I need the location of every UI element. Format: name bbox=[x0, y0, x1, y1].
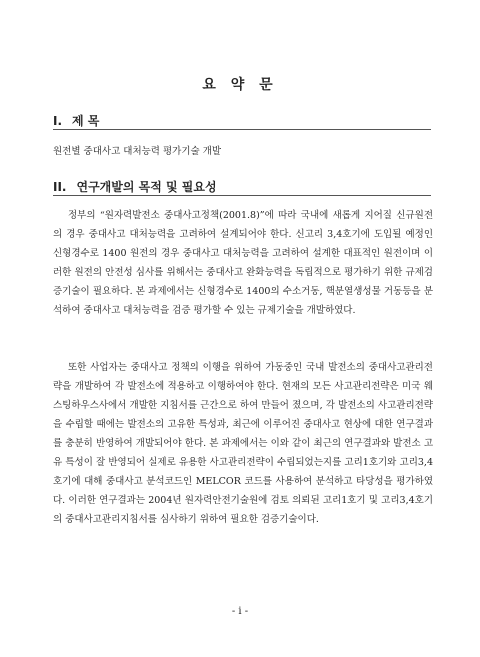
body-paragraph: 정부의 “원자력발전소 중대사고정책(2001.8)”에 따라 국내에 새롭게 지어질 신규원전의 경우 중대사고 대처능력을 고려하여 설계되어야 한다. 신고리 3,4호기에 도입될 예정인 신형경수로 1400 원전의 경우 중대사고 대처능력을 고려하여 설계한 대표적인 원전이며 이러한 원전의 안전성 심사를 위해서는 중대사고 완화능력을 독립적으로 평가하기 위한 규제검증기술이 필요하다. 본 과제에서는 신형경수로 1400의 수소거동, 핵분열생성물 거동등을 분석하여 중대사고 대처능력을 검증 평가할 수 있는 규제기술을 개발하였다. bbox=[53, 210, 433, 316]
section-heading-subject bbox=[53, 112, 99, 129]
section-heading-text: 연구개발의 목적 및 필요성 bbox=[76, 180, 217, 194]
body-paragraph: 또한 사업자는 중대사고 정책의 이행을 위하여 가동중인 국내 발전소의 중대사고관리전략을 개발하여 각 발전소에 적용하고 이행하여야 한다. 현재의 모든 사고관리전략은 미국 웨스팅하우스사에서 개발한 지침서를 근간으로 하여 만들어 졌으며, 각 발전소의 사고관리전략을 수립할 때에는 발전소의 고유한 특성과, 최근에 이루어진 중대사고 현상에 대한 연구결과를 충분히 반영하여 개발되어야 한다. 본 과제에서는 이와 같이 최근의 연구결과와 발전소 고유 특성이 잘 반영되어 실제로 유용한 사고관리전략이 수립되었는지를 고리1호기와 고리3,4호기에 대해 중대사고 분석코드인 MELCOR 코드를 사용하여 분석하고 타당성을 평가하였다. 이러한 연구결과는 2004년 원자력안전기술원에 검토 의뢰된 고리1호기 및 고리3,4호기의 중대사고관리지침서를 심사하기 위하여 필요한 검증기술이다. bbox=[53, 362, 433, 525]
subject-text: 원전별 중대사고 대처능력 평가기술 개발 bbox=[53, 146, 222, 157]
section-divider bbox=[53, 129, 431, 130]
section-number: II. bbox=[53, 180, 67, 194]
section-number: I. bbox=[53, 114, 63, 128]
section-heading-text: 제 목 bbox=[72, 114, 100, 128]
section-divider bbox=[53, 195, 431, 196]
document-title: 요 약 문 bbox=[202, 77, 278, 93]
section-heading-purpose bbox=[53, 178, 217, 195]
page-number: - i - bbox=[231, 606, 249, 617]
